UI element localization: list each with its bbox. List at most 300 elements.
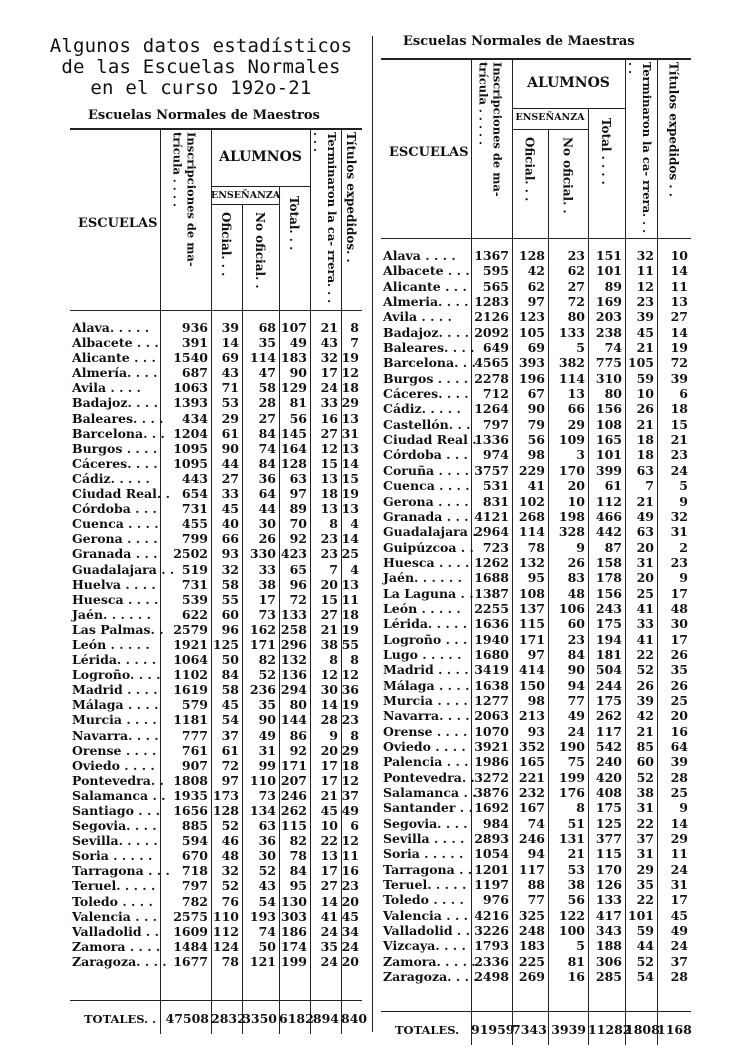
- cell-value: 136: [280, 667, 307, 683]
- school-name: Granada . . .: [72, 546, 158, 562]
- school-name: Salamanca . .: [72, 787, 166, 803]
- inscripciones-header: Inscripciones de ma- trícula . . . . .: [476, 62, 505, 197]
- cell-value: 24: [341, 938, 359, 954]
- cell-value: 2579: [173, 621, 208, 637]
- cell-value: 55: [341, 636, 359, 652]
- cell-value: 165: [518, 754, 545, 770]
- cell-value: 17: [320, 365, 338, 381]
- cell-value: 121: [249, 953, 276, 969]
- cell-value: 114: [518, 524, 545, 540]
- cell-value: 32: [670, 508, 688, 524]
- cell-value: 100: [558, 923, 585, 939]
- school-name: Badajoz. . . .: [72, 395, 158, 411]
- cell-value: 797: [181, 878, 208, 894]
- cell-value: 84: [221, 667, 239, 683]
- cell-value: 164: [280, 440, 307, 456]
- school-name: Tarragona . .: [383, 861, 473, 877]
- table-row: [70, 516, 362, 531]
- cell-value: 112: [212, 923, 239, 939]
- cell-value: 31: [636, 800, 654, 816]
- cell-value: 1336: [474, 432, 509, 448]
- cell-value: 52: [636, 662, 654, 678]
- cell-value: 72: [567, 294, 585, 310]
- cell-value: 8: [350, 727, 359, 743]
- school-name: Alava. . . . .: [72, 320, 150, 335]
- school-name: Oviedo . . . .: [72, 757, 155, 773]
- table-row: [381, 923, 691, 938]
- cell-value: 248: [518, 923, 545, 939]
- cell-value: 21: [567, 846, 585, 862]
- cell-value: 1102: [173, 667, 208, 683]
- cell-value: 62: [567, 263, 585, 279]
- cell-value: 12: [341, 667, 359, 683]
- table-row: [381, 892, 691, 907]
- school-name: Cádiz. . . . .: [72, 470, 150, 486]
- table-row: [381, 570, 691, 585]
- cell-value: 434: [181, 410, 208, 426]
- cell-value: 539: [181, 591, 208, 607]
- cell-value: 20: [636, 539, 654, 555]
- cell-value: 579: [181, 697, 208, 713]
- cell-value: 8: [576, 800, 585, 816]
- left-table-subtitle: Escuelas Normales de Maestros: [88, 108, 320, 123]
- cell-value: 44: [636, 938, 654, 954]
- cell-value: 7: [645, 478, 654, 494]
- cell-value: 3272: [474, 769, 509, 785]
- total-value: 91959: [471, 1022, 515, 1037]
- cell-value: 28: [670, 969, 688, 985]
- cell-value: 42: [527, 263, 545, 279]
- cell-value: 3226: [474, 923, 509, 939]
- title-line-2: de las Escuelas Normales: [61, 56, 341, 78]
- table-row: [70, 909, 362, 924]
- totals-label: TOTALES.: [395, 1023, 460, 1037]
- cell-value: 84: [289, 863, 307, 879]
- cell-value: 262: [595, 708, 622, 724]
- school-name: Baleares. . . .: [72, 410, 164, 426]
- cell-value: 181: [595, 646, 622, 662]
- cell-value: 89: [289, 501, 307, 517]
- cell-value: 84: [258, 455, 276, 471]
- ensenanza-header: ENSEÑANZA: [515, 112, 585, 123]
- cell-value: 71: [221, 380, 239, 396]
- school-name: Logroño. . . .: [72, 667, 161, 683]
- cell-value: 97: [289, 486, 307, 502]
- cell-value: 46: [221, 833, 239, 849]
- cell-value: 10: [567, 493, 585, 509]
- school-name: Santander . .: [383, 800, 473, 816]
- cell-value: 18: [341, 757, 359, 773]
- table-row: [70, 803, 362, 818]
- cell-value: 42: [636, 708, 654, 724]
- cell-value: 22: [636, 815, 654, 831]
- school-name: Ciudad Real .: [383, 432, 477, 448]
- cell-value: 35: [670, 662, 688, 678]
- table-row: [70, 411, 362, 426]
- cell-value: 193: [249, 908, 276, 924]
- table-row: [70, 728, 362, 743]
- school-name: Santiago . . .: [72, 803, 161, 818]
- school-name: Zamora . . . .: [72, 938, 161, 954]
- school-name: Madrid . . . .: [72, 682, 158, 698]
- cell-value: 24: [670, 938, 688, 954]
- cell-value: 41: [320, 908, 338, 924]
- cell-value: 1940: [474, 631, 509, 647]
- cell-value: 12: [341, 833, 359, 849]
- cell-value: 38: [636, 785, 654, 801]
- left-stats-table: [70, 128, 368, 1034]
- cell-value: 45: [670, 907, 688, 923]
- table-row: [70, 773, 362, 788]
- cell-value: 123: [518, 309, 545, 325]
- table-row: [70, 320, 362, 335]
- table-row: [70, 788, 362, 803]
- cell-value: 531: [482, 478, 509, 494]
- cell-value: 26: [567, 554, 585, 570]
- cell-value: 1070: [474, 723, 509, 739]
- school-name: Las Palmas. .: [72, 621, 164, 637]
- cell-value: 63: [636, 524, 654, 540]
- cell-value: 14: [341, 455, 359, 471]
- cell-value: 30: [320, 682, 338, 698]
- cell-value: 718: [181, 863, 208, 879]
- school-name: Lugo . . . . .: [383, 646, 462, 662]
- right-stats-table: [381, 58, 691, 1045]
- cell-value: 101: [595, 447, 622, 463]
- cell-value: 170: [595, 861, 622, 877]
- cell-value: 2063: [474, 708, 509, 724]
- cell-value: 4216: [474, 907, 509, 923]
- school-name: Madrid . . . .: [383, 662, 469, 678]
- table-row: [381, 770, 691, 785]
- school-name: Teruel. . . . .: [383, 877, 467, 893]
- school-name: Alava . . . .: [383, 248, 456, 263]
- cell-value: 21: [636, 340, 654, 356]
- cell-value: 36: [258, 833, 276, 849]
- cell-value: 22: [636, 892, 654, 908]
- school-name: Sevilla . . . .: [383, 831, 465, 847]
- cell-value: 30: [670, 616, 688, 632]
- cell-value: 90: [258, 712, 276, 728]
- cell-value: 5: [679, 478, 688, 494]
- cell-value: 43: [221, 365, 239, 381]
- cell-value: 417: [595, 907, 622, 923]
- total-header: Total. . .: [287, 196, 301, 251]
- cell-value: 542: [595, 739, 622, 754]
- cell-value: 382: [558, 355, 585, 371]
- table-row: [381, 846, 691, 861]
- cell-value: 23: [320, 531, 338, 547]
- terminaron-header: Terminaron la ca- rrera. . . . . .: [311, 132, 339, 304]
- cell-value: 64: [670, 739, 688, 754]
- school-name: Cuenca . . . .: [383, 478, 470, 494]
- cell-value: 3419: [474, 662, 509, 678]
- school-name: Albacete . . .: [383, 263, 470, 279]
- cell-value: 54: [636, 969, 654, 985]
- cell-value: 35: [636, 877, 654, 893]
- cell-value: 199: [558, 769, 585, 785]
- school-name: Valladolid . .: [383, 923, 470, 939]
- cell-value: 26: [258, 531, 276, 547]
- cell-value: 69: [527, 340, 545, 356]
- cell-value: 194: [595, 631, 622, 647]
- total-value: 11282: [588, 1022, 632, 1037]
- cell-value: 29: [670, 831, 688, 847]
- table-top-rule: [70, 128, 362, 130]
- cell-value: 1204: [173, 425, 208, 441]
- cell-value: 17: [258, 591, 276, 607]
- cell-value: 18: [341, 380, 359, 396]
- table-row: [70, 471, 362, 486]
- cell-value: 19: [341, 350, 359, 366]
- cell-value: 2502: [173, 546, 208, 562]
- cell-value: 14: [320, 893, 338, 909]
- school-name: Guadalajara .: [383, 524, 477, 540]
- cell-value: 3876: [474, 785, 509, 801]
- cell-value: 232: [518, 785, 545, 801]
- table-row: [381, 816, 691, 831]
- cell-value: 52: [221, 878, 239, 894]
- school-name: La Laguna . .: [383, 585, 474, 601]
- cell-value: 13: [320, 848, 338, 864]
- cell-value: 23: [636, 294, 654, 310]
- cell-value: 115: [595, 846, 622, 862]
- cell-value: 68: [258, 320, 276, 335]
- total-value: 1808: [625, 1022, 660, 1037]
- inscripciones-header: Inscripciones de ma- trícula . . . .: [170, 132, 199, 267]
- cell-value: 26: [670, 677, 688, 693]
- cell-value: 10: [320, 818, 338, 834]
- cell-value: 1367: [474, 248, 509, 263]
- cell-value: 262: [280, 803, 307, 818]
- cell-value: 53: [567, 861, 585, 877]
- total-value: 47508: [165, 1011, 209, 1026]
- school-name: Huelva . . . .: [72, 576, 156, 592]
- cell-value: 156: [595, 401, 622, 417]
- table-row: [70, 546, 362, 561]
- cell-value: 2: [679, 539, 688, 555]
- cell-value: 294: [280, 682, 307, 698]
- cell-value: 67: [527, 386, 545, 402]
- table-row: [381, 969, 691, 984]
- cell-value: 56: [527, 432, 545, 448]
- table-row: [381, 754, 691, 769]
- cell-value: 150: [518, 677, 545, 693]
- cell-value: 2964: [474, 524, 509, 540]
- cell-value: 61: [221, 425, 239, 441]
- cell-value: 131: [558, 831, 585, 847]
- cell-value: 18: [636, 447, 654, 463]
- cell-value: 2575: [173, 908, 208, 924]
- cell-value: 23: [341, 712, 359, 728]
- cell-value: 145: [280, 425, 307, 441]
- cell-value: 90: [289, 365, 307, 381]
- cell-value: 26: [636, 401, 654, 417]
- cell-value: 2893: [474, 831, 509, 847]
- school-name: Murcia . . . .: [72, 712, 157, 728]
- cell-value: 98: [527, 447, 545, 463]
- oficial-header: Oficial. . .: [522, 137, 537, 202]
- cell-value: 132: [518, 554, 545, 570]
- cell-value: 3757: [474, 462, 509, 478]
- cell-value: 1277: [474, 692, 509, 708]
- cell-value: 19: [341, 486, 359, 502]
- cell-value: 39: [670, 754, 688, 770]
- cell-value: 1793: [474, 938, 509, 954]
- school-name: Orense . . . .: [72, 742, 157, 758]
- table-row: [381, 325, 691, 340]
- cell-value: 59: [636, 923, 654, 939]
- cell-value: 443: [181, 470, 208, 486]
- cell-value: 25: [670, 692, 688, 708]
- cell-value: 18: [636, 432, 654, 448]
- cell-value: 1283: [474, 294, 509, 310]
- cell-value: 39: [670, 370, 688, 386]
- table-row: [70, 712, 362, 727]
- table-row: [381, 432, 691, 447]
- cell-value: 49: [567, 708, 585, 724]
- cell-value: 93: [221, 546, 239, 562]
- table-row: [70, 501, 362, 516]
- cell-value: 28: [258, 395, 276, 411]
- cell-value: 78: [527, 539, 545, 555]
- cell-value: 32: [636, 248, 654, 263]
- cell-value: 306: [595, 953, 622, 969]
- cell-value: 96: [221, 621, 239, 637]
- table-row: [381, 524, 691, 539]
- cell-value: 44: [258, 501, 276, 517]
- cell-value: 976: [482, 892, 509, 908]
- table-row: [381, 601, 691, 616]
- cell-value: 761: [181, 742, 208, 758]
- cell-value: 82: [289, 833, 307, 849]
- cell-value: 175: [595, 616, 622, 632]
- cell-value: 69: [221, 350, 239, 366]
- school-name: Orense . . . .: [383, 723, 468, 739]
- cell-value: 17: [320, 772, 338, 788]
- cell-value: 158: [595, 554, 622, 570]
- cell-value: 23: [567, 631, 585, 647]
- cell-value: 1808: [173, 772, 208, 788]
- table-row: [381, 831, 691, 846]
- cell-value: 4121: [474, 508, 509, 524]
- cell-value: 80: [289, 697, 307, 713]
- cell-value: 21: [636, 493, 654, 509]
- table-row: [70, 456, 362, 471]
- cell-value: 414: [518, 662, 545, 678]
- cell-value: 16: [320, 410, 338, 426]
- cell-value: 165: [595, 432, 622, 448]
- page-title: [36, 36, 366, 99]
- cell-value: 907: [181, 757, 208, 773]
- table-row: [381, 954, 691, 969]
- school-name: Logroño . . .: [383, 631, 468, 647]
- cell-value: 35: [258, 335, 276, 351]
- cell-value: 33: [636, 616, 654, 632]
- cell-value: 399: [595, 462, 622, 478]
- cell-value: 41: [636, 600, 654, 616]
- cell-value: 12: [341, 365, 359, 381]
- cell-value: 44: [221, 455, 239, 471]
- cell-value: 51: [567, 815, 585, 831]
- cell-value: 782: [181, 893, 208, 909]
- cell-value: 936: [181, 320, 208, 335]
- table-row: [381, 908, 691, 923]
- cell-value: 4565: [474, 355, 509, 371]
- alumnos-rule: [512, 108, 625, 109]
- cell-value: 49: [258, 727, 276, 743]
- cell-value: 1986: [474, 754, 509, 770]
- cell-value: 73: [258, 606, 276, 622]
- school-name: Zamora. . . . .: [383, 953, 476, 969]
- cell-value: 49: [636, 508, 654, 524]
- cell-value: 1264: [474, 401, 509, 417]
- cell-value: 97: [221, 772, 239, 788]
- cell-value: 15: [670, 416, 688, 432]
- cell-value: 377: [595, 831, 622, 847]
- cell-value: 110: [249, 772, 276, 788]
- cell-value: 17: [320, 863, 338, 879]
- cell-value: 173: [212, 787, 239, 803]
- table-row: [70, 426, 362, 441]
- cell-value: 5: [576, 938, 585, 954]
- cell-value: 96: [289, 576, 307, 592]
- cell-value: 61: [604, 478, 622, 494]
- table-row: [381, 509, 691, 524]
- cell-value: 178: [595, 570, 622, 586]
- table-row: [70, 335, 362, 350]
- table-row: [381, 877, 691, 892]
- school-name: Barcelona. . .: [383, 355, 476, 371]
- cell-value: 50: [258, 938, 276, 954]
- cell-value: 243: [595, 600, 622, 616]
- school-name: Córdoba . . .: [72, 501, 157, 517]
- cell-value: 137: [518, 600, 545, 616]
- cell-value: 171: [280, 757, 307, 773]
- cell-value: 114: [558, 370, 585, 386]
- cell-value: 8: [350, 320, 359, 335]
- cell-value: 25: [636, 585, 654, 601]
- cell-value: 504: [595, 662, 622, 678]
- cell-value: 1095: [173, 440, 208, 456]
- cell-value: 128: [280, 455, 307, 471]
- school-name: Badajoz. . . .: [383, 324, 469, 340]
- cell-value: 47: [258, 365, 276, 381]
- cell-value: 775: [595, 355, 622, 371]
- cell-value: 36: [341, 682, 359, 698]
- school-name: Coruña . . . .: [383, 462, 469, 478]
- table-row: [381, 263, 691, 278]
- cell-value: 20: [341, 893, 359, 909]
- cell-value: 10: [636, 386, 654, 402]
- cell-value: 1095: [173, 455, 208, 471]
- alumnos-header: ALUMNOS: [219, 149, 302, 165]
- cell-value: 45: [221, 501, 239, 517]
- cell-value: 105: [627, 355, 654, 371]
- cell-value: 31: [636, 554, 654, 570]
- cell-value: 1054: [474, 846, 509, 862]
- cell-value: 1262: [474, 554, 509, 570]
- cell-value: 45: [320, 803, 338, 818]
- cell-value: 64: [258, 486, 276, 502]
- school-name: Almería. . . .: [72, 365, 158, 381]
- cell-value: 199: [280, 953, 307, 969]
- cell-value: 186: [280, 923, 307, 939]
- cell-value: 13: [320, 470, 338, 486]
- cell-value: 48: [221, 848, 239, 864]
- table-row: [381, 386, 691, 401]
- cell-value: 39: [636, 692, 654, 708]
